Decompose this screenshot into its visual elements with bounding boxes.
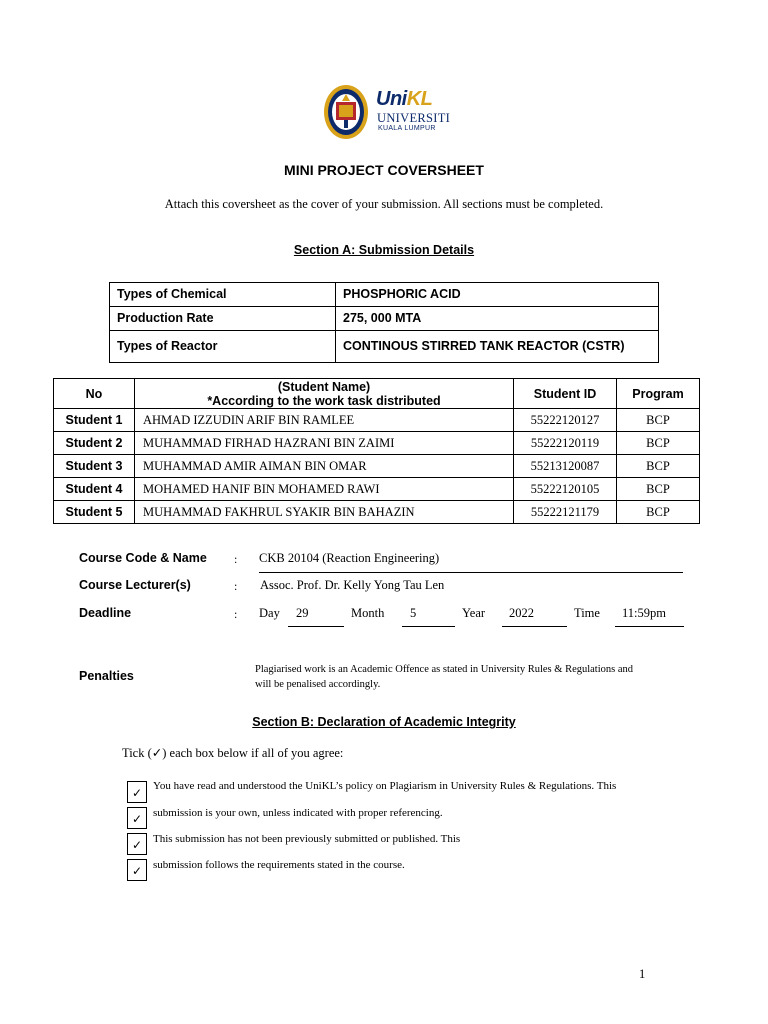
table-row	[54, 478, 700, 501]
declaration-text-2: submission is your own, unless indicated with proper referencing.	[153, 807, 443, 819]
brand-universiti-text: UNIVERSITI	[377, 111, 451, 125]
student-name: MOHAMED HANIF BIN MOHAMED RAWI	[135, 478, 514, 501]
day-label: Day	[259, 606, 280, 620]
course-lecturer-value: Assoc. Prof. Dr. Kelly Yong Tau Len	[260, 578, 445, 592]
deadline-label: Deadline	[79, 606, 132, 620]
course-code-value: CKB 20104 (Reaction Engineering)	[259, 551, 440, 565]
student-name: MUHAMMAD FIRHAD HAZRANI BIN ZAIMI	[135, 432, 514, 455]
students-table	[53, 378, 700, 524]
submission-details-table	[109, 282, 659, 363]
student-no: Student 1	[54, 409, 135, 432]
brand-kl-text: KL	[406, 88, 433, 110]
details-value: PHOSPHORIC ACID	[336, 283, 659, 307]
student-name: MUHAMMAD FAKHRUL SYAKIR BIN BAHAZIN	[135, 501, 514, 524]
course-code-label: Course Code & Name	[79, 551, 207, 565]
table-row	[54, 432, 700, 455]
section-a-heading-text: Section A: Submission Details	[293, 243, 475, 257]
student-no: Student 4	[54, 478, 135, 501]
student-id: 55222120127	[514, 409, 617, 432]
student-name: AHMAD IZZUDIN ARIF BIN RAMLEE	[135, 409, 514, 432]
student-no: Student 3	[54, 455, 135, 478]
header-name-line1: (Student Name)	[277, 379, 371, 394]
student-id: 55222120119	[514, 432, 617, 455]
year-label: Year	[462, 606, 486, 620]
students-table-header	[54, 379, 700, 409]
year-value: 2022	[509, 606, 534, 620]
penalties-label: Penalties	[79, 669, 134, 683]
day-field	[288, 606, 344, 627]
declaration-checkbox-2[interactable]: ✓	[127, 807, 147, 829]
details-label: Production Rate	[110, 307, 336, 331]
colon: :	[234, 607, 238, 621]
page-number: 1	[639, 967, 646, 981]
header-no: No	[54, 379, 135, 409]
day-value: 29	[296, 606, 309, 620]
header-student-name	[135, 379, 514, 409]
tick-instruction: Tick (✓) each box below if all of you agree:	[122, 746, 344, 760]
declaration-checkbox-3[interactable]: ✓	[127, 833, 147, 855]
header-student-id: Student ID	[514, 379, 617, 409]
student-program: BCP	[617, 501, 700, 524]
student-program: BCP	[617, 409, 700, 432]
student-id: 55222120105	[514, 478, 617, 501]
table-row	[54, 455, 700, 478]
page-title: MINI PROJECT COVERSHEET	[284, 162, 484, 178]
time-label: Time	[574, 606, 600, 620]
colon: :	[234, 552, 238, 566]
student-id: 55213120087	[514, 455, 617, 478]
instructions-text: Attach this coversheet as the cover of your submission. All sections must be completed.	[164, 197, 604, 211]
month-field	[402, 606, 455, 627]
details-row-reactor	[110, 331, 659, 363]
course-code-field	[259, 551, 683, 573]
brand-kuala-lumpur-text: KUALA LUMPUR	[378, 125, 436, 132]
details-row-production-rate	[110, 307, 659, 331]
brand-uni-text: Uni	[376, 88, 407, 110]
time-field	[615, 606, 684, 627]
details-value: 275, 000 MTA	[336, 307, 659, 331]
table-row	[54, 409, 700, 432]
penalties-text: Plagiarised work is an Academic Offence as stated in University Rules & Regulations and will be penalised accordingly.	[255, 664, 634, 690]
declaration-text-3: This submission has not been previously submitted or published. This	[153, 833, 461, 845]
details-row-chemical	[110, 283, 659, 307]
colon: :	[234, 579, 238, 593]
section-a-heading	[0, 243, 768, 257]
student-no: Student 5	[54, 501, 135, 524]
unikl-logo	[322, 82, 452, 142]
university-crest-icon	[322, 82, 372, 142]
student-id: 55222121179	[514, 501, 617, 524]
header-program: Program	[617, 379, 700, 409]
section-b-heading	[0, 715, 768, 729]
section-b-heading-text: Section B: Declaration of Academic Integrity	[252, 715, 516, 729]
month-label: Month	[351, 606, 385, 620]
student-no: Student 2	[54, 432, 135, 455]
declaration-checkbox-1[interactable]: ✓	[127, 781, 147, 803]
details-label: Types of Reactor	[110, 331, 336, 363]
time-value: 11:59pm	[622, 606, 666, 620]
declaration-text-4: submission follows the requirements stated in the course.	[153, 859, 405, 871]
table-row	[54, 501, 700, 524]
year-field	[502, 606, 567, 627]
details-label: Types of Chemical	[110, 283, 336, 307]
course-lecturer-label: Course Lecturer(s)	[79, 578, 191, 592]
student-program: BCP	[617, 478, 700, 501]
declaration-checkbox-4[interactable]: ✓	[127, 859, 147, 881]
details-value: CONTINOUS STIRRED TANK REACTOR (CSTR)	[336, 331, 659, 363]
header-name-line2: *According to the work task distributed	[207, 393, 441, 408]
month-value: 5	[410, 606, 417, 620]
student-program: BCP	[617, 432, 700, 455]
declaration-text-1: You have read and understood the UniKL’s policy on Plagiarism in University Rules & Regulations. This	[153, 780, 617, 792]
student-program: BCP	[617, 455, 700, 478]
student-name: MUHAMMAD AMIR AIMAN BIN OMAR	[135, 455, 514, 478]
